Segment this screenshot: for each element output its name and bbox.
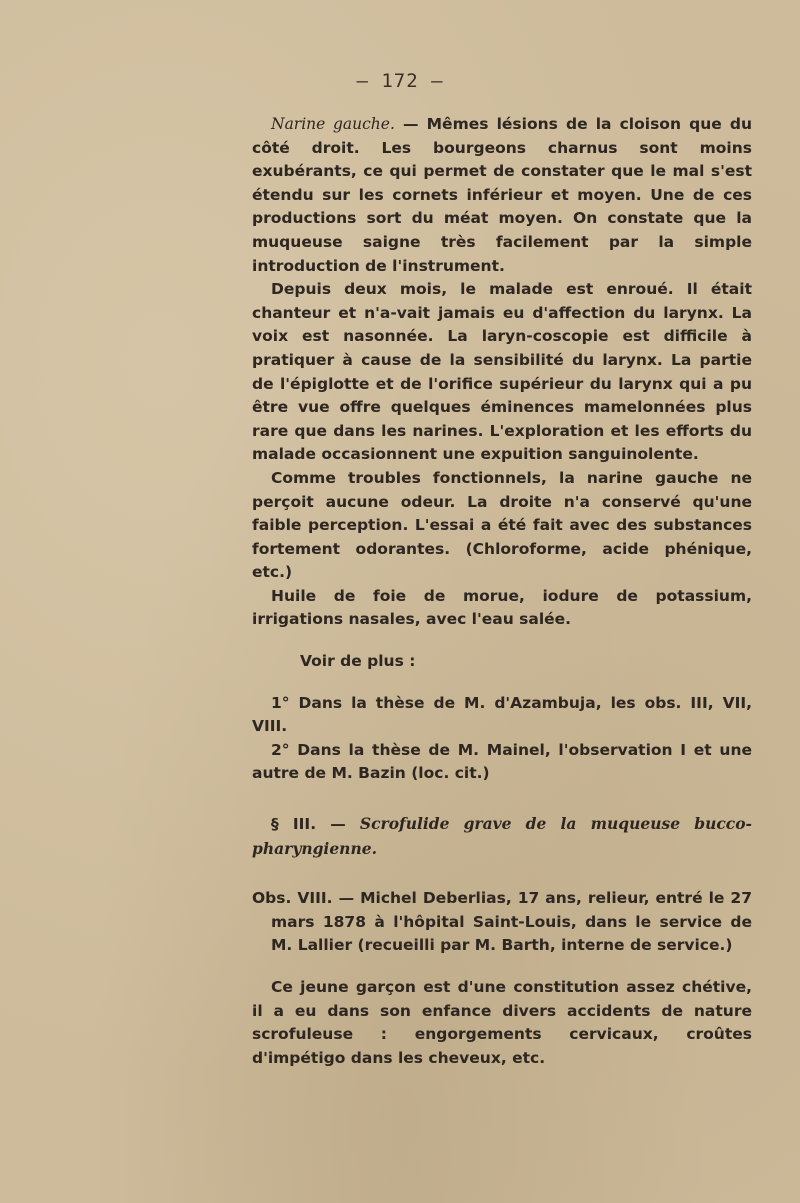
paragraph-lead-italic: Narine gauche. [271, 115, 395, 133]
paragraph-text: — Mêmes lésions de la cloison que du côté droit. Les bourgeons charnus sont moins exubérants, ce qui permet de constater que le mal s'est étendu sur les cornets inférieur et moyen. Une de ces productions sort du méat moyen. On constate que la muqueuse saigne très facilement par la simple introduction de l'instrument. [252, 115, 752, 275]
section-title: Scrofulide grave de la muqueuse bucco-pharyngienne. [252, 814, 752, 858]
paragraph-left-nostril [252, 113, 752, 278]
page-number: — 172 — [356, 70, 444, 92]
page-body [252, 113, 752, 1070]
reference-item-2: 2° Dans la thèse de M. Mainel, l'observation I et une autre de M. Bazin (loc. cit.) [252, 740, 752, 783]
observation-header: Obs. VIII. — Michel Deberlias, 17 ans, relieur, entré le 27 mars 1878 à l'hôpital Saint-Louis, dans le service de M. Lallier (recueilli par M. Barth, interne de service.) [252, 889, 752, 955]
paragraph-patient-history: Ce jeune garçon est d'une constitution assez chétive, il a eu dans son enfance divers accidents de nature scrofuleuse : engorgements cervicaux, croûtes d'impétigo dans les cheveux, etc. [252, 978, 752, 1067]
section-number: § III. — [271, 815, 360, 834]
section-heading [252, 812, 752, 861]
reference-item-1: 1° Dans la thèse de M. d'Azambuja, les obs. III, VII, VIII. [252, 693, 752, 736]
paragraph-larynx: Depuis deux mois, le malade est enroué. Il était chanteur et n'a-vait jamais eu d'affection du larynx. La voix est nasonnée. La laryn-coscopie est difficile à pratiquer à cause de la sensibilité du larynx. La partie de l'épiglotte et de l'orifice supérieur du larynx qui a pu être vue offre quelques éminences mamelonnées plus rare que dans les narines. L'exploration et les efforts du malade occasionnent une expuition sanguinolente. [252, 280, 752, 464]
paragraph-treatment: Huile de foie de morue, iodure de potassium, irrigations nasales, avec l'eau salée. [252, 586, 752, 629]
paragraph-functional-troubles: Comme troubles fonctionnels, la narine gauche ne perçoit aucune odeur. La droite n'a conservé qu'une faible perception. L'essai a été fait avec des substances fortement odorantes. (Chloroforme, acide phénique, etc.) [252, 468, 752, 582]
paragraph-see-also: Voir de plus : [300, 652, 416, 671]
